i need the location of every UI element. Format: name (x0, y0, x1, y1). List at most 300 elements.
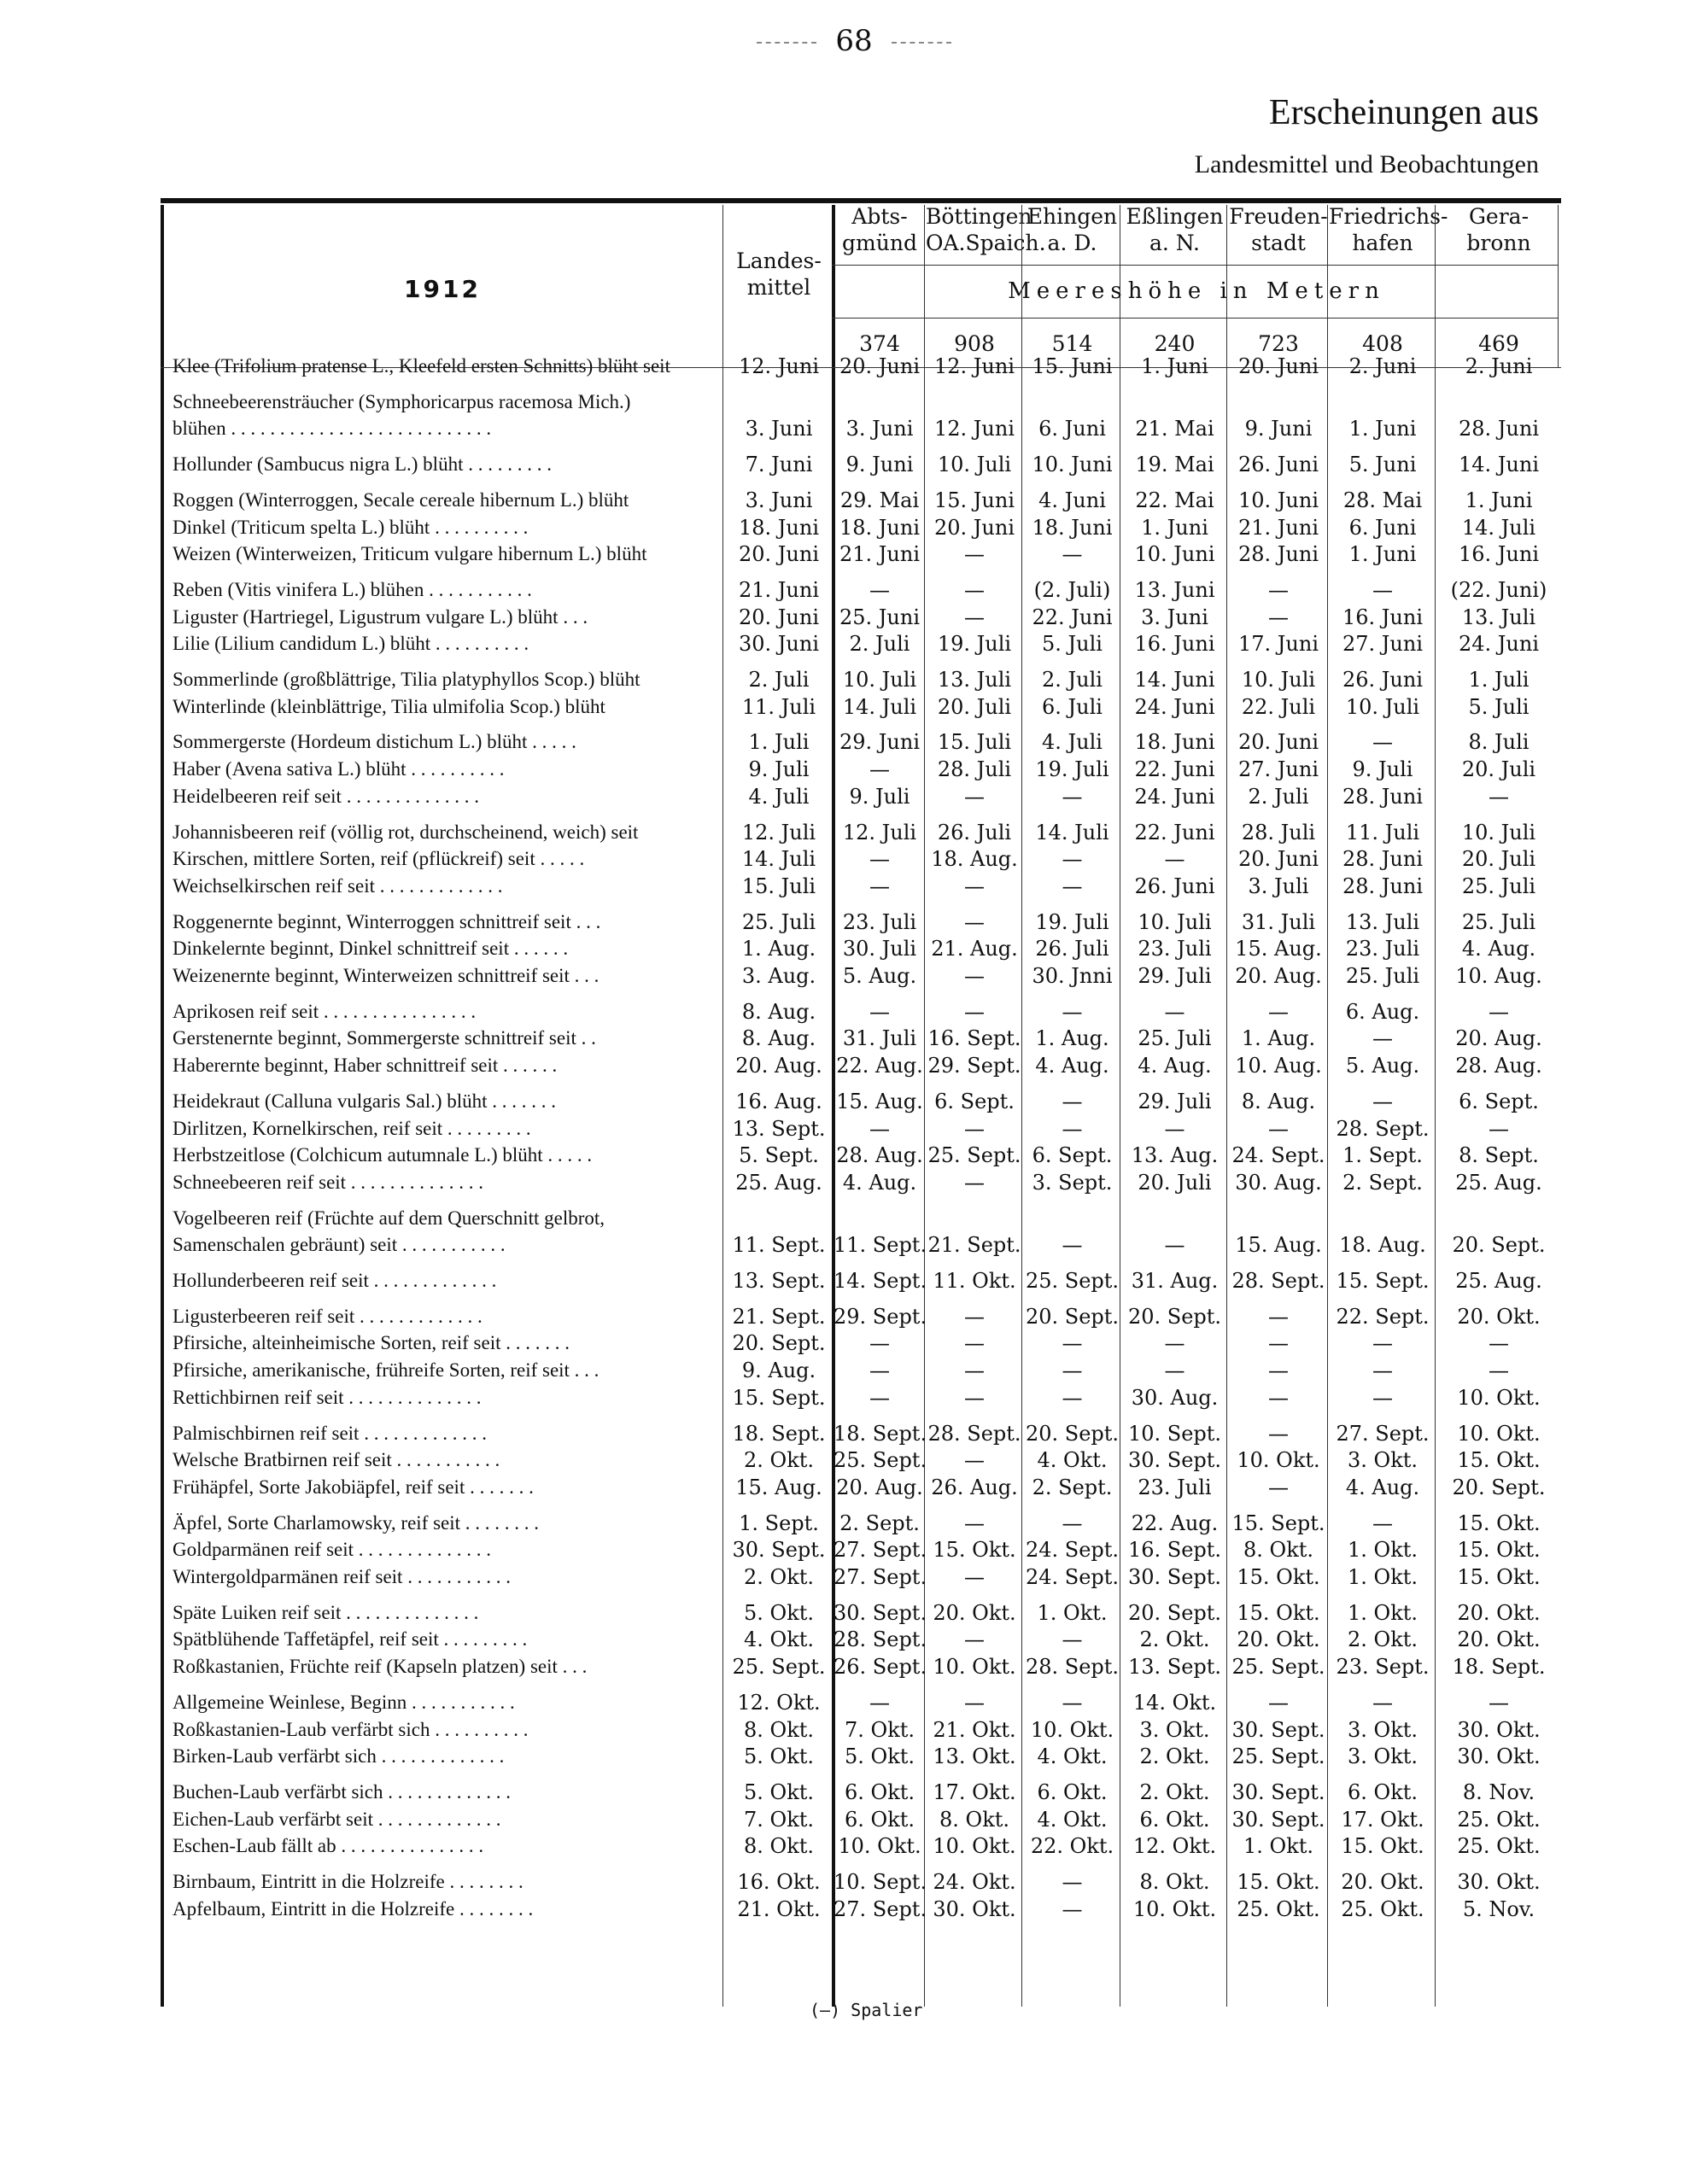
station-cell: 22. Mai (1135, 488, 1214, 512)
row-label: Liguster (Hartriegel, Ligustrum vulgare L.) blüht . . . (173, 605, 588, 628)
station-cell: 22. Aug. (1131, 1511, 1219, 1535)
station-cell: — (1164, 1359, 1185, 1383)
landesmittel-cell: 3. Juni (745, 488, 813, 512)
station-cell: — (1164, 1233, 1185, 1258)
station-cell: 26. Sept. (834, 1655, 927, 1680)
row-label: Johannisbeeren reif (völlig rot, durchscheinend, weich) seit (173, 821, 639, 843)
station-cell: 1. Okt. (1347, 1565, 1418, 1589)
station-cell: 10. Juli (1345, 694, 1420, 719)
table-row (161, 1717, 1561, 1743)
station-cell: 30. Sept. (1127, 1565, 1222, 1589)
station-cell: 11. Juli (1345, 820, 1420, 844)
station-name-line2: stadt (1251, 231, 1306, 255)
station-name-line2: a. D. (1047, 231, 1097, 255)
station-cell: 28. Juni (1342, 847, 1423, 872)
station-cell: 25. Sept. (834, 1448, 927, 1473)
station-cell: 6. Aug. (1345, 999, 1420, 1024)
station-cell: 25. Juli (1138, 1026, 1212, 1051)
row-label: Aprikosen reif seit . . . . . . . . . . . . . . . . (173, 1000, 477, 1022)
station-cell: 3. Juni (1141, 605, 1208, 629)
station-altitude: 408 (1362, 331, 1403, 356)
station-cell: — (1062, 847, 1083, 872)
station-cell: 29. Juli (1138, 1089, 1212, 1113)
station-cell: 20. Juni (933, 515, 1015, 540)
station-cell: 15. Okt. (1237, 1870, 1320, 1894)
station-cell: 10. Okt. (838, 1834, 921, 1859)
landesmittel-cell: 13. Sept. (732, 1269, 826, 1293)
station-cell: 1. Okt. (1243, 1834, 1314, 1859)
station-cell: 22. Juni (1134, 757, 1215, 782)
table-row (161, 389, 1561, 415)
station-cell: 10. Juni (1237, 488, 1319, 512)
year-header: 1912 (404, 275, 481, 303)
station-cell: 1. Okt. (1347, 1600, 1418, 1625)
station-cell: — (1164, 1331, 1185, 1356)
table-row (161, 729, 1561, 755)
table-row (161, 1170, 1561, 1195)
row-label: Ligusterbeeren reif seit . . . . . . . . . . . . . (173, 1305, 483, 1327)
row-label: Weizenernte beginnt, Winterweizen schnittreif seit . . . (173, 965, 600, 986)
station-cell: 13. Juli (1461, 605, 1536, 629)
station-header (926, 203, 1046, 256)
station-cell: 22. Okt. (1030, 1834, 1114, 1859)
station-cell: 25. Juli (1345, 964, 1420, 988)
station-cell: 20. Juni (1237, 847, 1319, 872)
station-cell: — (1062, 1690, 1083, 1715)
landesmittel-line2: mittel (746, 275, 811, 300)
station-cell: 30. Okt. (1457, 1744, 1541, 1769)
table-row (161, 820, 1561, 845)
landesmittel-cell: 18. Juni (738, 515, 819, 540)
station-cell: 2. Juni (1465, 354, 1533, 378)
station-cell: 22. Aug. (836, 1054, 923, 1078)
station-cell: 3. Juli (1248, 874, 1309, 898)
row-label: Kirschen, mittlere Sorten, reif (pflückreif) seit . . . . . (173, 848, 585, 870)
row-label: Roßkastanien, Früchte reif (Kapseln platzen) seit . . . (173, 1656, 588, 1678)
page-number-line (0, 24, 1708, 58)
station-cell: 15. Aug. (1235, 1233, 1322, 1258)
row-label: Allgemeine Weinlese, Beginn . . . . . . . . . . . (173, 1691, 515, 1713)
station-cell: — (1372, 1385, 1393, 1410)
table-row (161, 1206, 1561, 1231)
landesmittel-cell: 7. Juni (745, 453, 813, 477)
station-cell: — (1268, 1304, 1289, 1329)
station-cell: — (869, 1116, 890, 1141)
station-cell: — (1164, 999, 1185, 1024)
station-cell: 4. Aug. (1035, 1054, 1109, 1078)
station-cell: 21. Okt. (933, 1717, 1016, 1742)
station-cell: — (1372, 730, 1393, 755)
station-cell: 24. Sept. (1025, 1538, 1120, 1563)
station-cell: 15. Aug. (1235, 937, 1322, 961)
station-altitude: 240 (1154, 331, 1196, 356)
station-cell: — (1372, 1089, 1393, 1113)
station-cell: 14. Sept. (834, 1269, 927, 1293)
station-cell: — (964, 784, 985, 809)
station-cell: 4. Aug. (1138, 1054, 1212, 1078)
station-cell: 17. Juni (1237, 632, 1319, 657)
station-cell: 29. Sept. (834, 1304, 927, 1329)
station-altitude: 374 (859, 331, 900, 356)
station-cell: 2. Sept. (1342, 1170, 1423, 1195)
landesmittel-cell: 15. Juli (741, 874, 816, 898)
station-cell: 15. Juli (937, 730, 1012, 755)
station-cell: 25. Okt. (1457, 1834, 1541, 1859)
station-cell: 15. Sept. (1336, 1269, 1430, 1293)
table-row (161, 1358, 1561, 1383)
table-row (161, 1142, 1561, 1168)
meereshoehe-header: Meereshöhe in Metern (1008, 278, 1385, 304)
station-cell: 15. Okt. (1237, 1600, 1320, 1625)
station-cell: 14. Juli (1035, 820, 1109, 844)
station-cell: 29. Juni (839, 730, 920, 755)
table-row (161, 1421, 1561, 1446)
station-cell: — (1268, 605, 1289, 629)
station-cell: 25. Sept. (1025, 1269, 1120, 1293)
landesmittel-cell: 14. Juli (741, 847, 816, 872)
station-cell: 30. Okt. (933, 1896, 1016, 1921)
station-cell: 28. Juli (937, 757, 1012, 782)
station-cell: 25. Sept. (1231, 1655, 1325, 1680)
table-row (161, 1869, 1561, 1895)
landesmittel-cell: 15. Sept. (732, 1385, 826, 1410)
station-cell: 14. Juni (1134, 668, 1215, 692)
station-cell: 1. Okt. (1037, 1600, 1108, 1625)
station-cell: — (1372, 1331, 1393, 1356)
landesmittel-cell: 16. Aug. (735, 1089, 822, 1113)
station-cell: — (1268, 1359, 1289, 1383)
station-cell: 15. Juni (933, 488, 1015, 512)
station-cell: — (869, 1385, 890, 1410)
landesmittel-cell: 3. Aug. (741, 964, 816, 988)
station-cell: 30. Okt. (1457, 1870, 1541, 1894)
station-cell: 28. Juni (1458, 417, 1539, 441)
table-row (161, 1268, 1561, 1294)
station-cell: 6. Sept. (1459, 1089, 1539, 1113)
station-cell: 22. Juni (1032, 605, 1113, 629)
station-cell: 5. Nov. (1462, 1896, 1535, 1921)
station-cell: 30. Sept. (1231, 1717, 1325, 1742)
station-cell: 2. Juli (1248, 784, 1309, 809)
station-cell: 8. Okt. (1139, 1870, 1210, 1894)
station-cell: — (1268, 999, 1289, 1024)
station-cell: 23. Juli (1138, 1475, 1212, 1499)
station-cell: — (964, 909, 985, 934)
station-cell: — (1062, 999, 1083, 1024)
landesmittel-header (724, 248, 834, 301)
station-cell: 1. Juni (1348, 417, 1417, 441)
station-cell: 28. Aug. (1455, 1054, 1542, 1078)
station-cell: 15. Okt. (1457, 1538, 1541, 1563)
station-cell: 20. Aug. (836, 1475, 923, 1499)
station-cell: 21. Aug. (931, 937, 1018, 961)
row-label: Palmischbirnen reif seit . . . . . . . . . . . . . (173, 1422, 487, 1444)
landesmittel-cell: 12. Okt. (737, 1690, 821, 1715)
station-cell: (22. Juni) (1450, 577, 1547, 602)
station-cell: 6. Okt. (844, 1807, 915, 1832)
station-cell: 19. Juli (1035, 757, 1109, 782)
row-label: Heidekraut (Calluna vulgaris Sal.) blüht . . . . . . . (173, 1090, 557, 1112)
station-cell: — (1164, 1116, 1185, 1141)
station-cell: 26. Juni (1342, 668, 1423, 692)
station-cell: 30. Aug. (1235, 1170, 1322, 1195)
station-cell: 16. Juni (1458, 542, 1539, 567)
station-header (1228, 203, 1329, 256)
table-row (161, 1690, 1561, 1715)
table-row (161, 488, 1561, 513)
station-cell: 23. Juli (1345, 937, 1420, 961)
landesmittel-cell: 1. Aug. (741, 937, 816, 961)
table-row (161, 416, 1561, 441)
station-cell: — (1062, 1233, 1083, 1258)
station-cell: — (1062, 542, 1083, 567)
station-cell: 25. Aug. (1455, 1170, 1542, 1195)
table-row (161, 963, 1561, 989)
landesmittel-cell: 2. Juli (748, 668, 810, 692)
station-name-line2: hafen (1352, 231, 1413, 255)
station-cell: 1. Aug. (1035, 1026, 1109, 1051)
landesmittel-cell: 20. Juni (738, 542, 819, 567)
station-cell: 24. Sept. (1025, 1565, 1120, 1589)
row-label: Weizen (Winterweizen, Triticum vulgare hibernum L.) blüht (173, 543, 647, 565)
station-name-line2: gmünd (842, 231, 917, 255)
station-name-line1: Eßlingen (1126, 204, 1224, 229)
station-cell: 19. Mai (1135, 453, 1214, 477)
header-rule (832, 265, 1558, 266)
station-cell: — (1489, 1359, 1509, 1383)
station-cell: — (964, 1170, 985, 1195)
station-cell: 27. Juni (1237, 757, 1319, 782)
landesmittel-cell: 30. Juni (738, 632, 819, 657)
row-label: Winterlinde (kleinblättrige, Tilia ulmifolia Scop.) blüht (173, 695, 605, 717)
station-cell: 30. Sept. (834, 1600, 927, 1625)
station-cell: 17. Okt. (1341, 1807, 1424, 1832)
station-cell: — (964, 874, 985, 898)
station-cell: 25. Juli (1461, 874, 1536, 898)
landesmittel-cell: 12. Juni (738, 354, 819, 378)
landesmittel-cell: 5. Sept. (739, 1143, 819, 1168)
station-cell: 29. Mai (839, 488, 920, 512)
table-row (161, 1896, 1561, 1922)
table-row (161, 577, 1561, 603)
row-label: Frühäpfel, Sorte Jakobiäpfel, reif seit . . . . . . . (173, 1476, 534, 1498)
station-cell: 14. Okt. (1132, 1690, 1217, 1715)
station-cell: 10. Sept. (1127, 1421, 1222, 1446)
station-cell: 6. Okt. (1037, 1779, 1108, 1804)
station-cell: — (869, 847, 890, 872)
station-cell: — (869, 1359, 890, 1383)
station-name-line2: OA.Spaich. (926, 231, 1046, 255)
row-label: Rettichbirnen reif seit . . . . . . . . . . . . . . (173, 1386, 482, 1408)
landesmittel-cell: 30. Sept. (732, 1538, 826, 1563)
station-cell: 2. Okt. (1139, 1779, 1210, 1804)
station-cell: 28. Juni (1342, 874, 1423, 898)
table-row (161, 874, 1561, 899)
station-cell: — (964, 1385, 985, 1410)
table-row (161, 999, 1561, 1025)
station-cell: 21. Sept. (927, 1233, 1021, 1258)
table-row (161, 1232, 1561, 1258)
station-cell: — (1268, 1475, 1289, 1499)
station-cell: — (1062, 1385, 1083, 1410)
station-cell: — (964, 1331, 985, 1356)
station-cell: 25. Okt. (1457, 1807, 1541, 1832)
row-label: Welsche Bratbirnen reif seit . . . . . . . . . . . (173, 1449, 500, 1471)
station-cell: 1. Juni (1348, 542, 1417, 567)
station-cell: 8. Nov. (1462, 1779, 1535, 1804)
station-cell: 14. Juli (1461, 515, 1536, 540)
row-label: Lilie (Lilium candidum L.) blüht . . . . . . . . . . (173, 633, 529, 655)
table-row (161, 1779, 1561, 1805)
table-row (161, 694, 1561, 720)
landesmittel-cell: 3. Juni (745, 417, 813, 441)
station-cell: 24. Juni (1134, 784, 1215, 809)
station-header (1436, 203, 1561, 256)
landesmittel-cell: 20. Sept. (732, 1331, 826, 1356)
station-cell: — (1062, 1089, 1083, 1113)
station-cell: 9. Juli (849, 784, 910, 809)
station-cell: — (964, 964, 985, 988)
station-cell: 10. Okt. (1457, 1385, 1541, 1410)
page-subtitle: Landesmittel und Beobachtungen (1194, 150, 1539, 178)
table-row (161, 515, 1561, 541)
table-row (161, 1116, 1561, 1142)
station-cell: 4. Aug. (842, 1170, 917, 1195)
landesmittel-cell: 13. Sept. (732, 1116, 826, 1141)
row-label: Gerstenernte beginnt, Sommergerste schnittreif seit . . (173, 1027, 596, 1049)
station-cell: 20. Okt. (1457, 1600, 1541, 1625)
table-row (161, 1089, 1561, 1114)
landesmittel-cell: 4. Okt. (743, 1627, 815, 1652)
station-cell: 20. Sept. (1452, 1475, 1546, 1499)
station-cell: — (1062, 1116, 1083, 1141)
table-row (161, 936, 1561, 961)
row-label: Vogelbeeren reif (Früchte auf dem Querschnitt gelbrot, (173, 1207, 605, 1229)
station-cell: 10. Juli (842, 668, 917, 692)
station-cell: 1. Aug. (1241, 1026, 1316, 1051)
landesmittel-cell: 11. Juli (741, 694, 816, 719)
station-cell: — (1268, 1385, 1289, 1410)
station-cell: 28. Sept. (834, 1627, 927, 1652)
station-cell: 30. Juli (842, 937, 917, 961)
row-label: Sommerlinde (großblättrige, Tilia platyphyllos Scop.) blüht (173, 669, 640, 690)
station-name-line2: a. N. (1149, 231, 1201, 255)
station-cell: — (1372, 1690, 1393, 1715)
station-cell: 2. Juli (849, 632, 910, 657)
row-label: Hollunderbeeren reif seit . . . . . . . . . . . . . (173, 1270, 497, 1291)
station-name-line1: Ehingen (1027, 204, 1118, 229)
station-cell: 20. Juni (839, 354, 920, 378)
station-cell: 20. Sept. (1127, 1304, 1222, 1329)
station-cell: 20. Sept. (1127, 1600, 1222, 1625)
station-cell: 6. Juni (1348, 515, 1417, 540)
station-cell: 20. Okt. (1341, 1870, 1424, 1894)
station-header (1329, 203, 1448, 256)
table-row (161, 1564, 1561, 1590)
station-cell: 10. Juni (1032, 453, 1113, 477)
table-row (161, 1053, 1561, 1078)
row-label: Eichen-Laub verfärbt seit . . . . . . . . . . . . . (173, 1808, 501, 1830)
station-cell: — (1268, 1690, 1289, 1715)
station-cell: 18. Juni (839, 515, 920, 540)
station-cell: 2. Sept. (839, 1511, 920, 1535)
station-cell: 6. Sept. (934, 1089, 1015, 1113)
station-cell: — (869, 757, 890, 782)
table-row (161, 846, 1561, 872)
station-cell: 9. Juni (1244, 417, 1313, 441)
station-cell: 31. Aug. (1131, 1269, 1219, 1293)
station-cell: 13. Juni (1134, 577, 1215, 602)
station-cell: 25. Sept. (927, 1143, 1021, 1168)
station-cell: 1. Juni (1141, 354, 1208, 378)
landesmittel-cell: 5. Okt. (743, 1779, 815, 1804)
station-cell: 5. Juli (1468, 694, 1530, 719)
station-cell: 20. Aug. (1455, 1026, 1542, 1051)
station-cell: 6. Juli (1042, 694, 1103, 719)
table-row (161, 1475, 1561, 1500)
station-cell: — (1268, 577, 1289, 602)
row-label: Schneebeeren reif seit . . . . . . . . . . . . . . (173, 1171, 484, 1193)
station-cell: 18. Aug. (1339, 1233, 1426, 1258)
row-label: Spätblühende Taffetäpfel, reif seit . . . . . . . . . (173, 1628, 528, 1651)
landesmittel-cell: 1. Sept. (739, 1511, 819, 1535)
station-name-line1: Gera- (1468, 204, 1530, 229)
row-label: Dirlitzen, Kornelkirschen, reif seit . . . . . . . . . (173, 1117, 531, 1139)
station-cell: 25. Okt. (1237, 1896, 1320, 1921)
landesmittel-cell: 21. Juni (738, 577, 819, 602)
row-label: Pfirsiche, alteinheimische Sorten, reif seit . . . . . . . (173, 1332, 570, 1354)
station-header (1121, 203, 1228, 256)
station-cell: — (964, 1359, 985, 1383)
station-altitude: 514 (1051, 331, 1093, 356)
station-cell: — (1062, 1896, 1083, 1921)
station-cell: 10. Okt. (1030, 1717, 1114, 1742)
table-row (161, 1537, 1561, 1563)
row-label: Roßkastanien-Laub verfärbt sich . . . . . . . . . . (173, 1718, 529, 1740)
station-cell: 5. Juli (1042, 632, 1103, 657)
row-label: Roggenernte beginnt, Winterroggen schnittreif seit . . . (173, 910, 601, 932)
station-cell: 23. Sept. (1336, 1655, 1430, 1680)
page-number: 68 (835, 24, 873, 58)
station-cell: 15. Okt. (1457, 1511, 1541, 1535)
landesmittel-cell: 2. Okt. (743, 1448, 815, 1473)
station-cell: 30. Sept. (1127, 1448, 1222, 1473)
station-cell: 10. Sept. (834, 1870, 927, 1894)
station-cell: 15. Aug. (836, 1089, 923, 1113)
page-title: Erscheinungen aus (1268, 93, 1539, 132)
station-cell: — (869, 999, 890, 1024)
landesmittel-cell: 21. Okt. (737, 1896, 821, 1921)
station-cell: 25. Juni (839, 605, 920, 629)
station-cell: 1. Juli (1468, 668, 1530, 692)
station-cell: 10. Juli (1241, 668, 1316, 692)
row-label: Hollunder (Sambucus nigra L.) blüht . . . . . . . . . (173, 453, 552, 476)
right-rule (892, 42, 951, 44)
station-cell: 30. Aug. (1131, 1385, 1219, 1410)
station-cell: 15. Okt. (1341, 1834, 1424, 1859)
station-cell: 4. Aug. (1345, 1475, 1420, 1499)
landesmittel-cell: 5. Okt. (743, 1744, 815, 1769)
row-label: Weichselkirschen reif seit . . . . . . . . . . . . . (173, 874, 503, 897)
station-cell: 28. Juni (1237, 542, 1319, 567)
station-cell: 3. Okt. (1139, 1717, 1210, 1742)
station-cell: — (964, 1448, 985, 1473)
row-label: Dinkelernte beginnt, Dinkel schnittreif seit . . . . . . (173, 938, 569, 960)
station-cell: 4. Okt. (1037, 1744, 1108, 1769)
station-cell: 5. Juni (1348, 453, 1417, 477)
landesmittel-cell: 8. Okt. (743, 1717, 815, 1742)
station-cell: 23. Juli (1138, 937, 1212, 961)
